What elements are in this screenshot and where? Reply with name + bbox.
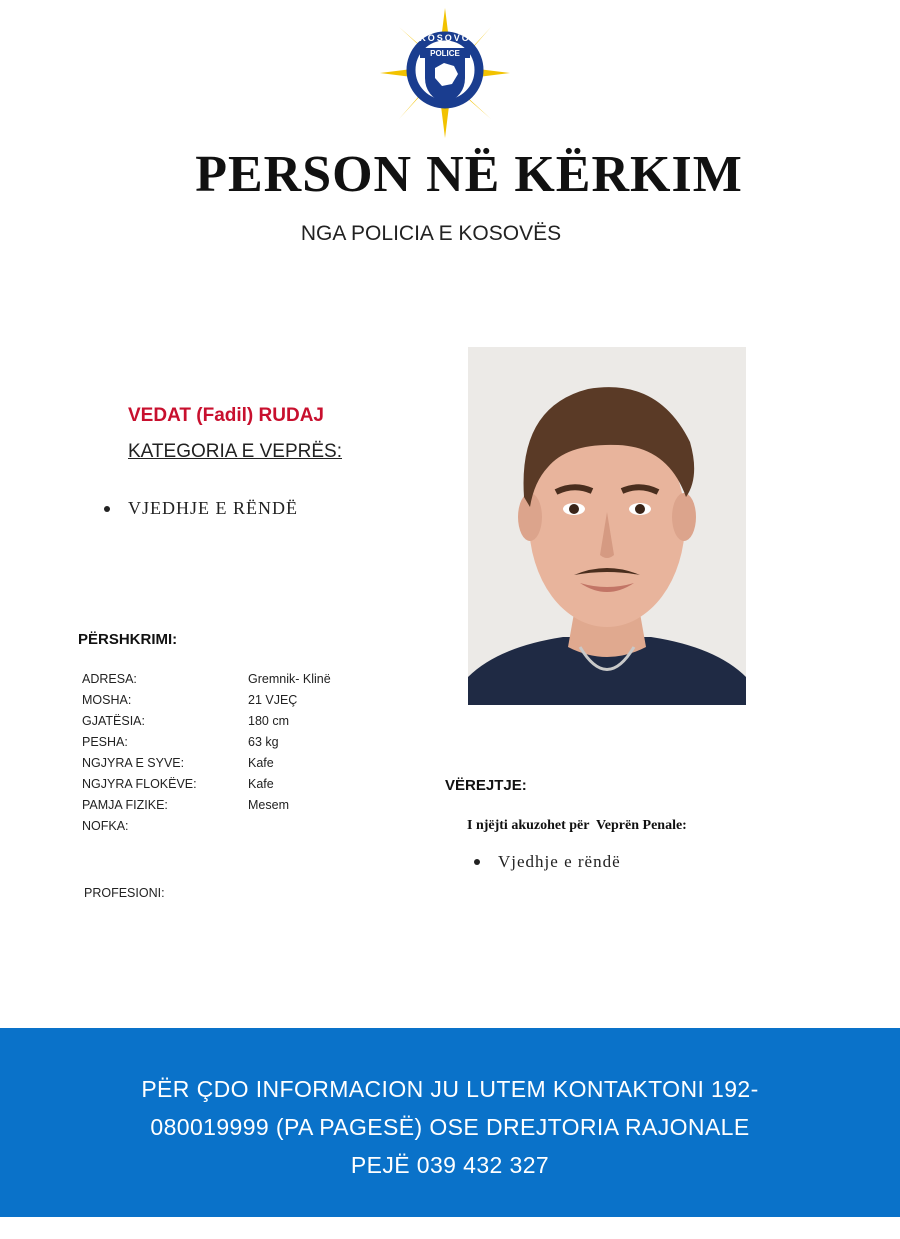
description-label: ADRESA: [82, 671, 137, 686]
description-heading: PËRSHKRIMI: [78, 631, 178, 648]
description-value: 63 kg [248, 734, 279, 749]
description-label: PESHA: [82, 734, 128, 749]
description-row-hair-color [82, 773, 331, 794]
contact-line-3: PEJË 039 432 327 [350, 1152, 550, 1178]
person-name: VEDAT (Fadil) RUDAJ [128, 405, 324, 426]
police-badge-icon [380, 8, 510, 138]
description-row-build [82, 794, 331, 815]
bullet-icon [104, 506, 110, 512]
contact-banner [0, 1028, 900, 1217]
page-subtitle: NGA POLICIA E KOSOVËS [300, 222, 562, 245]
portrait-photo [468, 347, 746, 705]
description-value: 21 VJEÇ [248, 692, 298, 707]
description-label: NOFKA: [82, 818, 129, 833]
page-title: PERSON NË KËRKIM [195, 146, 743, 203]
description-row-address [82, 668, 331, 689]
description-value: Mesem [248, 797, 289, 812]
description-value: Kafe [248, 776, 274, 791]
police-logo [380, 8, 510, 138]
logo-banner-text: POLICE [430, 49, 460, 58]
person-portrait-icon [468, 347, 746, 705]
description-label: NGJYRA E SYVE: [82, 755, 185, 770]
offense-category-text: VJEDHJE E RËNDË [128, 498, 298, 518]
offense-category-heading: KATEGORIA E VEPRËS: [128, 441, 342, 462]
description-label: PAMJA FIZIKE: [82, 797, 168, 812]
description-value: Kafe [248, 755, 274, 770]
description-row-weight [82, 731, 331, 752]
contact-line-2: 080019999 (PA PAGESË) OSE DREJTORIA RAJONALE [150, 1114, 750, 1140]
description-row-age [82, 689, 331, 710]
notes-item-text: Vjedhje e rëndë [498, 852, 621, 871]
logo-ring-text: KOSOVO [419, 33, 471, 43]
contact-line-1: PËR ÇDO INFORMACION JU LUTEM KONTAKTONI 192- [141, 1076, 759, 1102]
description-row-eye-color [82, 752, 331, 773]
offense-category-item [104, 498, 298, 519]
notes-heading: VËREJTJE: [445, 777, 527, 794]
description-label: NGJYRA FLOKËVE: [82, 776, 197, 791]
bullet-icon [474, 859, 480, 865]
profession-label: PROFESIONI: [84, 886, 165, 900]
description-row-height [82, 710, 331, 731]
description-row-nickname [82, 815, 331, 836]
notes-text: I njëjti akuzohet për Veprën Penale: [467, 818, 687, 833]
description-value: 180 cm [248, 713, 289, 728]
notes-item [474, 852, 621, 872]
description-label: GJATËSIA: [82, 713, 145, 728]
description-value: Gremnik- Klinë [248, 671, 331, 686]
description-label: MOSHA: [82, 692, 132, 707]
description-table [82, 668, 331, 836]
